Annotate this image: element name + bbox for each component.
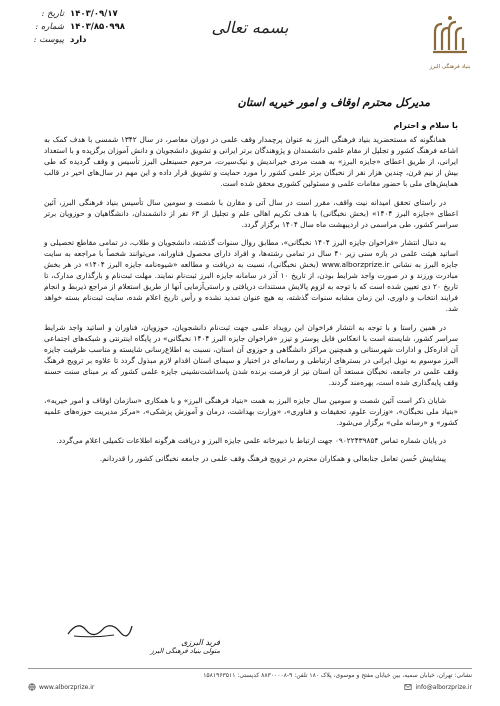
paragraph-1: همانگونه که مستحضرید بنیاد فرهنگی البرز به عنوان پرچمدار وقف علمی در دوران معاصر، در سال ۱۳۴۲ شمسی با هدف کمک به اشاعه فرهنگ کشور و تجلیل از مقام علمی دانشمندان و پژوهندگان برتر ایرانی و تشویق دانشجویان و دانش آموزان برگزیده و با استعداد ایرانی، از طریق اعطای «جایزه البرز» به همت مردی خیراندیش و نیک‌سیرت، مرحوم حسینعلی البرز تأسیس و وقف گردیده که طی بیش از نیم قرن، چندین هزار نفر از نخبگان برتر علمی کشور را مورد حمایت و تشویق قرار داده و این مهم در سال‌های اخیر در قالب همایش‌های ملی با حضور مقامات علمی و مسئولین کشوری محقق شده است. — [44, 135, 458, 189]
attachment-value: دارد — [70, 35, 87, 45]
alborz-emblem-icon — [427, 14, 473, 60]
number-label: شماره : — [35, 22, 64, 32]
paragraph-3: به دنبال انتشار «فراخوان جایزه البرز ۱۴۰۴ نخبگانی»، مطابق روال سنوات گذشته، دانشجویان و طلاب، در تمامی مقاطع تحصیلی و اساتید هیئت علمی در بازه سنی زیر ۴۰ سال در تمامی رشته‌ها، و افراد دارای محصول فناورانه، می‌توانند شخصاً با مراجعه به سایت جایزه البرز به نشانی www.alborzprize.ir (بخش نخبگانی)، نسبت به دریافت و مطالعه «شیوه‌نامه جایزه البرز ۱۴۰۴» در هر بخش مبادرت ورزند و در صورت واجد شرایط بودن، از تاریخ ۱۰ آذر در سامانه جایزه البرز ثبت‌نام نمایند. مهلت ثبت‌نام و بارگذاری مدارک، تا تاریخ ۲۰ دی تعیین شده است که با توجه به لزوم پالایش مستندات دریافتی و راستی‌آزمایی آنها از طریق استعلام از مراجع ذیربط و انجام فرایند انتخاب و داوری، این زمان مشابه سنوات گذشته، به هیچ عنوان تمدید نشده و رأس تاریخ اعلام شده، سایت ثبت‌نام بسته خواهد شد. — [44, 237, 459, 314]
addressee: مدیرکل محترم اوقاف و امور خیریه استان — [237, 96, 430, 109]
signatory-name: فرید البرزی — [181, 638, 220, 647]
date-label: تاریخ : — [41, 9, 64, 19]
paragraph-7: پیشاپیش حُسن تعامل جنابعالی و همکاران محترم در ترویج فرهنگ وقف علمی در جامعه نخبگانی کشور را قدردانم. — [99, 454, 446, 464]
signature-block — [60, 622, 220, 655]
paragraph-5: شایان ذکر است آئین شصت و سومین سال جایزه البرز به همت «بنیاد فرهنگی البرز» و با همکاری «سازمان اوقاف و امور خیریه»، «بنیاد ملی نخبگان»، «وزارت علوم، تحقیقات و فناوری»، «وزارت بهداشت، درمان و آموزش پزشکی»، «مرکز مدیریت حوزه‌های علمیه کشور» و «رسانه ملی» برگزار می‌شود. — [44, 396, 458, 428]
email-icon — [404, 683, 412, 691]
letter-footer — [28, 668, 472, 691]
letter-meta — [28, 8, 148, 47]
footer-address: نشانی: تهران، خیابان سمیه، بین خیابان مفتح و موسوی، پلاک ۱۸۰ تلفن: ۹-۸۸۳۰۰۰۰۸ کدپستی: ۱۵۸۱۹۶۳۵۱۱ — [28, 668, 472, 679]
paragraph-2: در راستای تحقق امیدانه نیت واقف، مقرر است در سال آتی و مقارن با شصت و سومین سال تأسیس بنیاد فرهنگی البرز، آئین اعطای «جایزه البرز ۱۴۰۴» (بخش نخبگانی) با هدف تکریم اهالی علم و تجلیل از ۶۳ نفر از دانشمندان، دانشگاهیان و حوزویان برتر سراسر کشور، طی مراسمی در اردیبهشت ماه سال ۱۴۰۴ برگزار گردد. — [44, 197, 458, 229]
globe-icon — [28, 683, 36, 691]
footer-website[interactable] — [28, 683, 94, 691]
greeting: با سلام و احترام — [393, 121, 458, 130]
email-text[interactable]: info@alborzprize.ir — [415, 683, 472, 691]
paragraph-4: در همین راستا و با توجه به انتشار فراخوان این رویداد علمی جهت ثبت‌نام دانشجویان، حوزویان، فناوران و اساتید واجد شرایط سراسر کشور، شایسته است با انعکاس فایل پوستر و تیزر «فراخوان جایزه البرز ۱۴۰۴ نخبگانی» در پایگاه اینترنتی و شبکه‌های اجتماعی آن اداره‌کل و ادارات شهرستانی و همچنین مراکز دانشگاهی و حوزوی آن استان، نسبت به اطلاع‌رسانی شایسته و مناسب ظرفیت جایزه البرز موسوم به نوبل ایرانی در بسترهای ارتباطی و رسانه‌ای در اختیار و سیمای استان اقدام لازم مبذول گردد تا علاوه بر ترویج فرهنگ وقف علمی در جامعه، نخبگان مستعد آن استان نیز از فرصت برنده شدن پاسداشت‌نشینی جایزه علمی کشور که بر مبنای سنت حسنه وقف پایه‌گذاری شده است، بهره‌مند گردند. — [44, 322, 458, 387]
signatory-title: متولی بنیاد فرهنگی البرز — [150, 647, 220, 655]
paragraph-6: در پایان شماره تماس ۰۹۰۲۲۴۳۹۸۵۴ جهت ارتباط با دبیرخانه علمی جایزه البرز و دریافت هرگونه اطلاعات تکمیلی اعلام می‌گردد. — [56, 436, 446, 446]
basmala: بسمه تعالی — [211, 18, 289, 37]
letter-body — [44, 120, 458, 472]
attachment-label: پیوست : — [33, 35, 64, 45]
footer-email[interactable] — [404, 683, 472, 691]
number-value: ۱۴۰۳/۸۵۰۹۹۸ — [70, 22, 125, 32]
signature-scribble-icon — [64, 618, 134, 640]
foundation-logo — [422, 14, 478, 74]
website-text[interactable]: www.alborzprize.ir — [39, 683, 95, 691]
date-value: ۱۴۰۳/۰۹/۱۷ — [70, 9, 118, 19]
logo-caption: بنیاد فرهنگی البرز — [429, 64, 471, 70]
